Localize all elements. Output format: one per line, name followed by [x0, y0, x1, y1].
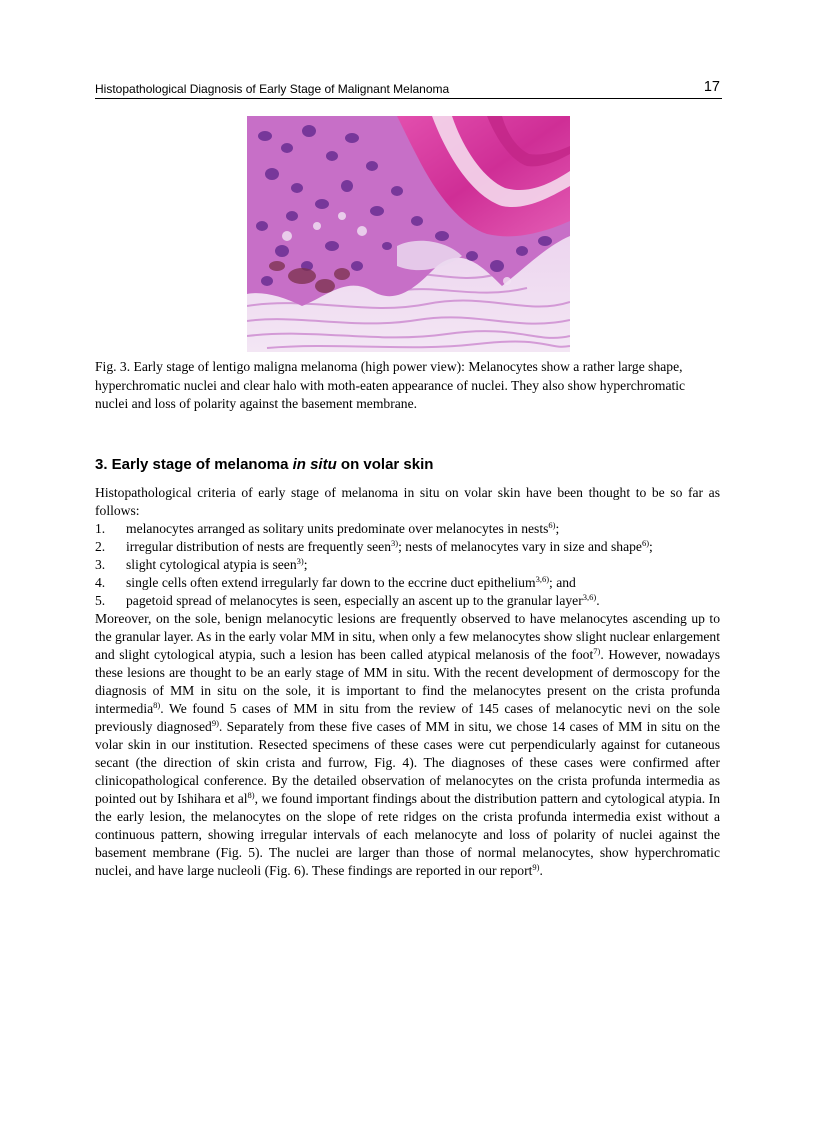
body-paragraph — [95, 610, 720, 880]
list-item — [95, 520, 720, 538]
citation: 3) — [391, 538, 399, 548]
list-trailer: ; — [303, 557, 308, 572]
list-number: 5. — [95, 593, 106, 608]
list-number: 1. — [95, 521, 106, 536]
list-trailer: . — [596, 593, 600, 608]
citation: 3,6) — [535, 574, 550, 584]
heading-italic: in situ — [292, 456, 337, 473]
citation: 3) — [296, 556, 304, 566]
list-item — [95, 592, 720, 610]
micrograph-image — [247, 116, 570, 352]
paragraph-text: Moreover, on the sole, benign melanocytic lesions are frequently observed to have melanocytes ascending up to the granular layer. As in the early volar MM in situ, when only a few melanocytes show slight nuclear enlargement and slight cytological atypia, such a lesion has been called atypical melanosis of the foot — [95, 611, 720, 662]
list-item — [95, 538, 720, 556]
citation: 8) — [153, 700, 161, 710]
paragraph-text: , we found important findings about the distribution pattern and cytological atypia. In the early lesion, the melanocytes on the slope of rete ridges on the crista profunda intermedia exist without a continuous pattern, showing irregular intervals of each melanocyte and loss of polarity of nuclei against the basement membrane (Fig. 5). The nuclei are larger than those of normal melanocytes, show hyperchromatic nuclei, and have large nucleoli (Fig. 6). These findings are reported in our report — [95, 791, 720, 878]
figure-caption-text: Fig. 3. Early stage of lentigo maligna melanoma (high power view): Melanocytes show a rather large shape, hyperchromatic nuclei and clear halo with moth-eaten appearance of nuclei. They also show hyperchromatic nuclei and loss of polarity against the basement membrane. — [95, 359, 686, 411]
list-item — [95, 574, 720, 592]
criteria-list — [95, 520, 720, 610]
heading-suffix: on volar skin — [336, 456, 434, 473]
paragraph-text: . — [539, 863, 543, 878]
citation: 6) — [641, 538, 650, 548]
citation: 8) — [247, 790, 255, 800]
citation: 3,6) — [582, 592, 597, 602]
list-text: slight cytological atypia is seen — [126, 557, 297, 572]
list-item — [95, 556, 720, 574]
paragraph-text: . However, nowadays these lesions are thought to be an early stage of MM in situ. With the recent development of dermoscopy for the diagnosis of MM in situ on the sole, it is important to find the melanocytes present on the crista profunda intermedia — [95, 647, 720, 716]
paragraph-text: . We found 5 cases of MM in situ from the review of 145 cases of melanocytic nevi on the sole previously diagnosed — [95, 701, 720, 734]
running-header — [95, 79, 722, 99]
list-number: 3. — [95, 557, 106, 572]
running-title: Histopathological Diagnosis of Early Stage of Malignant Melanoma — [95, 82, 450, 96]
paragraph-text: . Separately from these five cases of MM in situ, we chose 14 cases of MM in situ on the volar skin in our institution. Resected specimens of these cases were cut perpendicularly against for cutaneous secant (the direction of skin crista and furrow, Fig. 4). The diagnoses of these cases were confirmed after clinicopathological conference. By the detailed observation of melanocytes on the crista profunda intermedia as pointed out by Ishihara et al — [95, 719, 720, 806]
list-text: single cells often extend irregularly far down to the eccrine duct epithelium — [126, 575, 536, 590]
list-text: pagetoid spread of melanocytes is seen, especially an ascent up to the granular layer — [126, 593, 583, 608]
list-text-continued: ; nests of melanocytes vary in size and shape — [398, 539, 642, 554]
page-number: 17 — [703, 79, 720, 95]
list-trailer: ; — [649, 539, 653, 554]
list-text: melanocytes arranged as solitary units predominate over melanocytes in nests — [126, 521, 549, 536]
list-number: 4. — [95, 575, 106, 590]
criteria-intro: Histopathological criteria of early stage of melanoma in situ on volar skin have been thought to be so far as follows: — [95, 485, 720, 518]
citation: 7) — [593, 646, 601, 656]
heading-prefix: 3. Early stage of melanoma — [95, 456, 293, 473]
citation: 9) — [532, 862, 540, 872]
list-number: 2. — [95, 539, 106, 554]
figure-caption — [95, 358, 695, 414]
list-trailer: ; and — [549, 575, 576, 590]
citation: 9) — [211, 718, 219, 728]
section-body — [95, 484, 720, 880]
list-text: irregular distribution of nests are frequently seen — [126, 539, 391, 554]
section-heading — [95, 456, 722, 473]
list-trailer: ; — [555, 521, 560, 536]
citation: 6) — [548, 520, 556, 530]
histology-figure — [247, 116, 570, 352]
